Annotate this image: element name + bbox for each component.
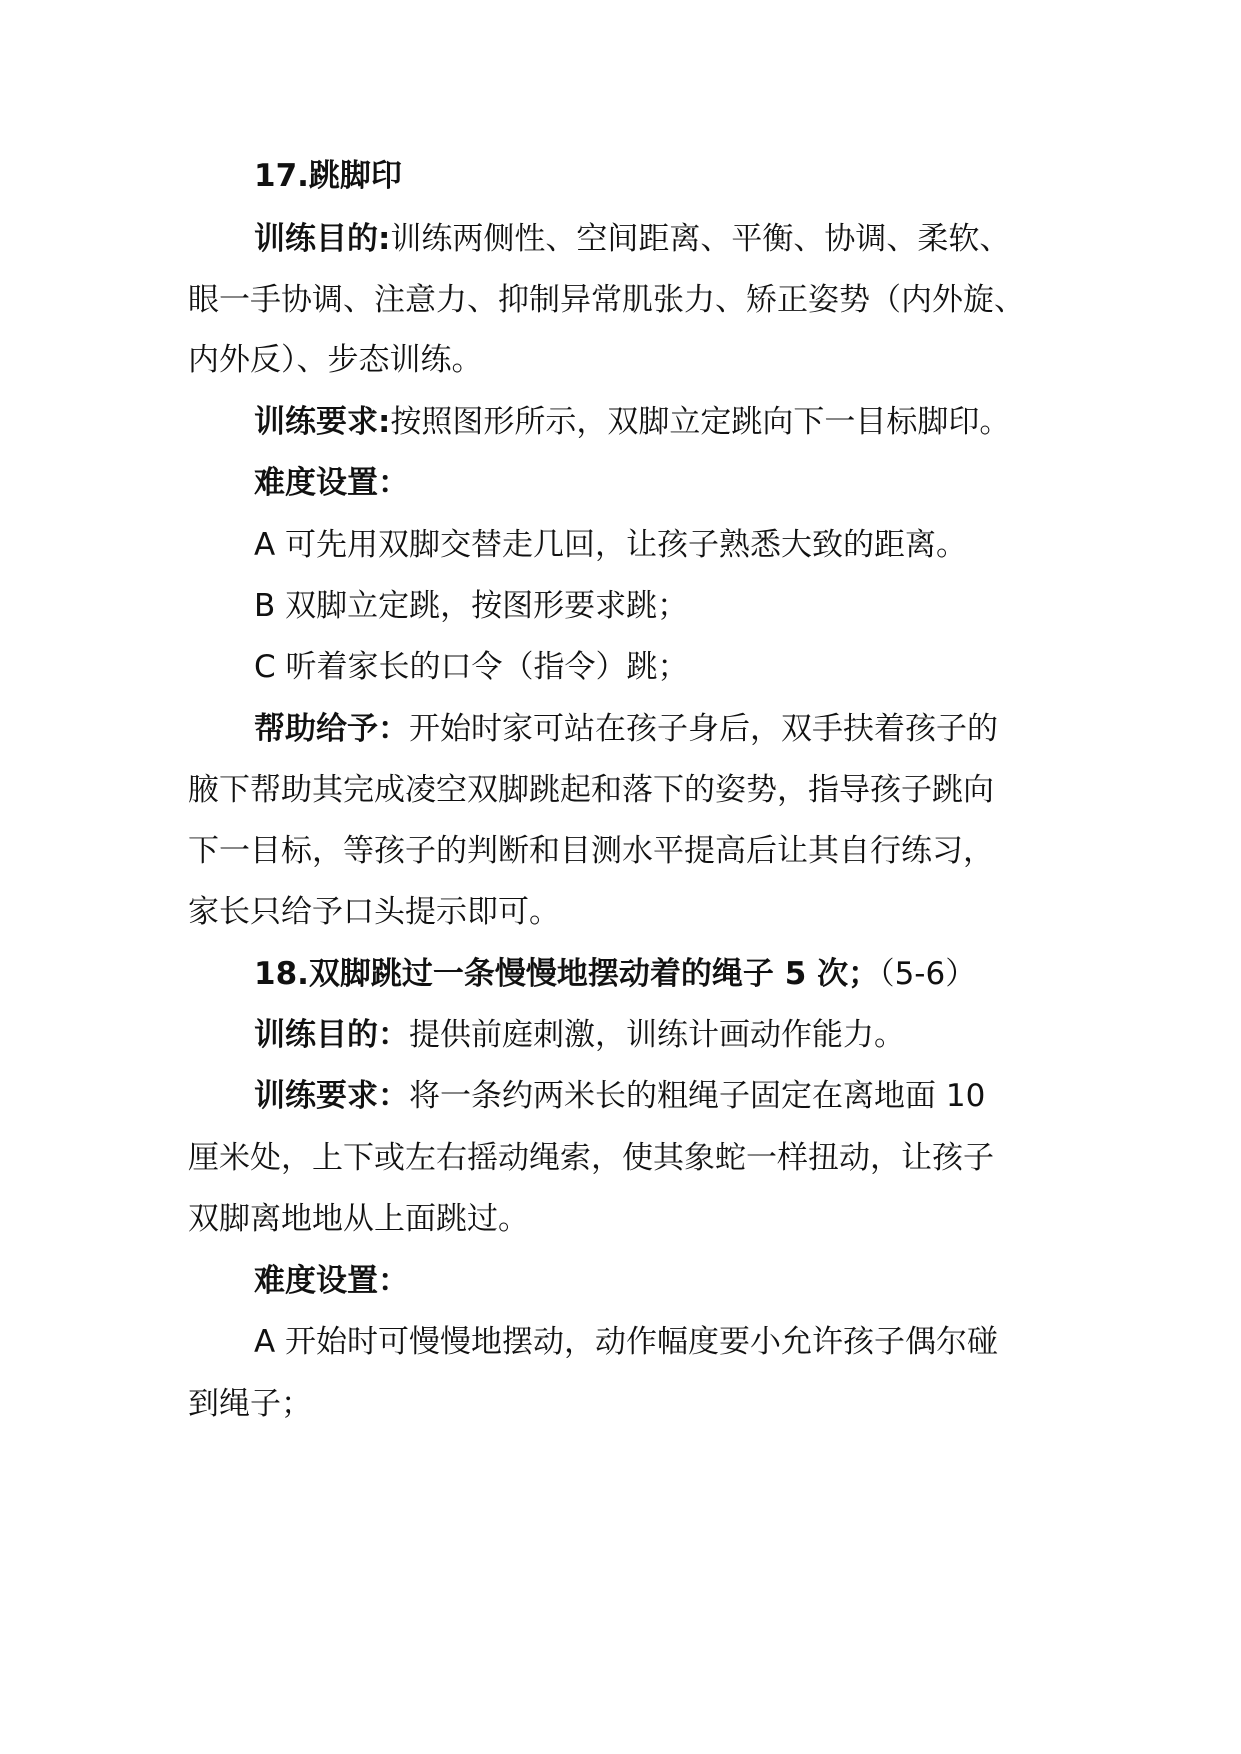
s18-difficulty-a-line-1: A 开始时可慢慢地摆动，动作幅度要小允许孩子偶尔碰 [254,1324,999,1360]
s17-purpose-line-1 [254,219,1010,259]
s17-help-text-1: 开始时家可站在孩子身后，双手扶着孩子的 [409,711,998,747]
s17-difficulty-c: C 听着家长的口令（指令）跳； [254,649,689,685]
s18-title-text: 18.双脚跳过一条慢慢地摆动着的绳子 5 次； [254,956,880,992]
s18-difficulty-a-line-2: 到绳子； [188,1386,312,1422]
s18-purpose-text: 提供前庭刺激，训练计画动作能力。 [409,1017,905,1053]
section-18-title [254,954,976,994]
s17-purpose-line-2: 眼一手协调、注意力、抑制异常肌张力、矫正姿势（内外旋、 [188,282,1025,318]
s17-requirement [254,402,1010,442]
s17-difficulty-label: 难度设置： [254,465,409,501]
s18-req-label: 训练要求： [254,1078,409,1114]
s17-help-label: 帮助给予： [254,711,409,747]
s17-help-line-2: 腋下帮助其完成凌空双脚跳起和落下的姿势，指导孩子跳向 [188,772,994,808]
s17-purpose-text-1: 训练两侧性、空间距离、平衡、协调、柔软、 [390,221,1011,257]
s17-purpose-line-3: 内外反）、步态训练。 [188,342,483,378]
s18-purpose [254,1015,905,1055]
s17-purpose-label: 训练目的: [254,221,391,257]
s18-difficulty-label: 难度设置： [254,1263,409,1299]
s17-difficulty-a: A 可先用双脚交替走几回，让孩子熟悉大致的距离。 [254,527,968,563]
s18-purpose-label: 训练目的： [254,1017,409,1053]
s17-req-text: 按照图形所示，双脚立定跳向下一目标脚印。 [390,404,1011,440]
s17-difficulty-b: B 双脚立定跳，按图形要求跳； [254,588,689,624]
s17-help-line-1 [254,709,998,749]
s17-req-label: 训练要求: [254,404,391,440]
s18-req-line-3: 双脚离地地从上面跳过。 [188,1201,529,1237]
s18-req-line-2: 厘米处，上下或左右摇动绳索，使其象蛇一样扭动，让孩子 [188,1140,994,1176]
s17-help-line-3: 下一目标，等孩子的判断和目测水平提高后让其自行练习， [188,833,994,869]
section-17-title: 17.跳脚印 [254,158,402,194]
s18-req-text-1: 将一条约两米长的粗绳子固定在离地面 10 [409,1078,986,1114]
s18-req-line-1 [254,1076,985,1116]
s18-age-range: （5-6） [879,956,977,992]
s17-help-line-4: 家长只给予口头提示即可。 [188,894,560,930]
